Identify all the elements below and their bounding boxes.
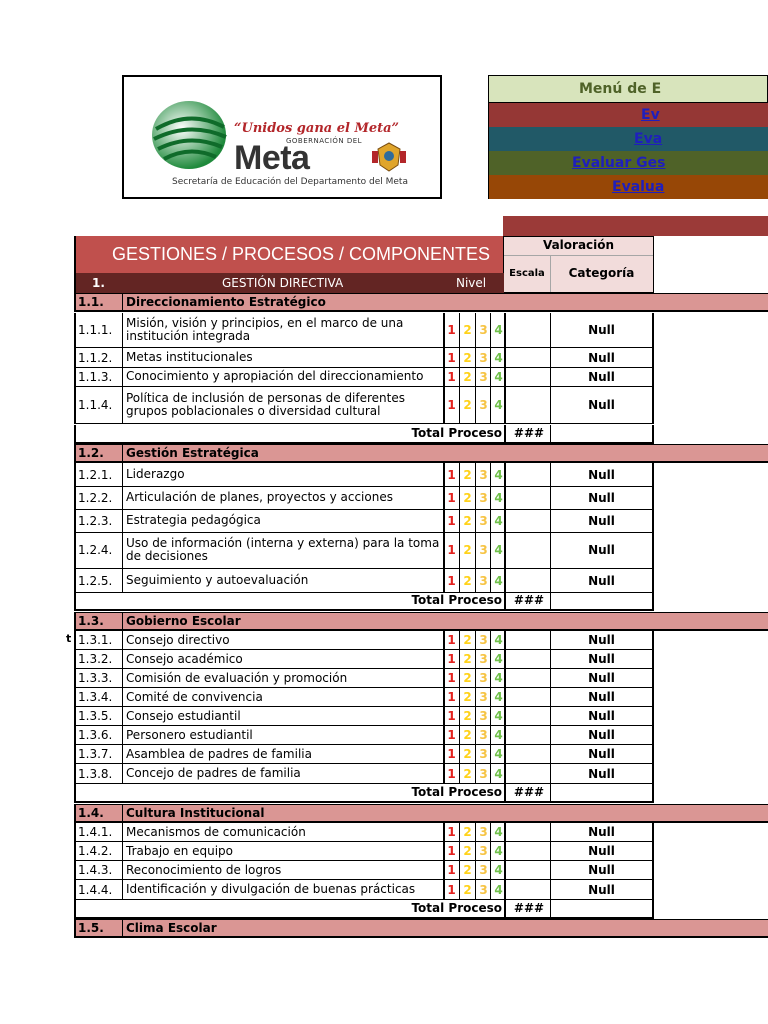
item-name: Conocimiento y apropiación del direccionamiento <box>126 369 424 383</box>
item-name: Reconocimiento de logros <box>126 862 282 877</box>
level-4-option[interactable]: 4 <box>494 728 503 742</box>
logo-meta: Meta <box>234 139 310 177</box>
cell-divider <box>122 387 123 423</box>
total-proceso-row <box>74 900 654 919</box>
gestion-header-row <box>74 273 504 293</box>
level-4-option[interactable]: 4 <box>494 323 503 337</box>
table-row <box>74 823 654 842</box>
cell-divider <box>122 669 123 687</box>
cell-divider <box>550 425 551 442</box>
level-1-option[interactable]: 1 <box>447 398 456 412</box>
item-name: Política de inclusión de personas de diferentes grupos poblacionales o diversidad cultural <box>126 391 405 418</box>
level-1-option[interactable]: 1 <box>447 882 456 897</box>
section-row <box>74 919 768 938</box>
table-row <box>74 688 654 707</box>
item-name: Liderazgo <box>126 467 185 481</box>
table-row <box>74 486 654 510</box>
level-3-option[interactable]: 3 <box>479 490 488 505</box>
item-name: Personero estudiantil <box>126 727 253 742</box>
cell-divider <box>122 726 123 744</box>
level-4-option[interactable]: 4 <box>494 490 503 505</box>
item-number: 1.2.1. <box>78 467 113 482</box>
item-name: Mecanismos de comunicación <box>126 824 306 839</box>
level-2-option[interactable]: 2 <box>463 863 472 877</box>
menu-title: Menú de E <box>488 75 768 103</box>
total-proceso-label: Total Proceso <box>411 593 502 607</box>
section-divider <box>122 613 123 629</box>
cell-divider <box>122 348 123 367</box>
item-name: Asamblea de padres de familia <box>126 746 312 761</box>
coat-of-arms-icon <box>370 141 408 173</box>
level-2-option[interactable]: 2 <box>463 369 472 384</box>
cell-divider <box>122 463 123 486</box>
level-3-option[interactable]: 3 <box>479 398 488 412</box>
item-name: Consejo estudiantil <box>126 708 241 723</box>
table-row <box>74 861 654 880</box>
cell-divider <box>550 900 551 917</box>
item-name: Uso de información (interna y externa) para la toma de decisiones <box>126 536 440 563</box>
menu-item-1[interactable]: Ev <box>488 103 768 127</box>
categoria-value: Null <box>588 728 615 742</box>
categoria-value: Null <box>588 467 615 482</box>
item-name: Seguimiento y autoevaluación <box>126 573 309 587</box>
item-number: 1.4.2. <box>78 844 113 858</box>
table-row <box>74 313 654 348</box>
nivel-label: Nivel <box>456 276 487 290</box>
section-row <box>74 612 768 631</box>
section-row <box>74 444 768 463</box>
item-number: 1.3.5. <box>78 709 113 723</box>
total-proceso-row <box>74 784 654 803</box>
item-name: Misión, visión y principios, en el marco de una institución integrada <box>126 316 404 343</box>
item-name: Comité de convivencia <box>126 689 263 704</box>
level-1-option[interactable]: 1 <box>447 728 456 742</box>
total-proceso-row <box>74 425 654 444</box>
item-number: 1.3.2. <box>78 652 113 666</box>
categoria-value: Null <box>588 652 615 666</box>
item-name: Metas institucionales <box>126 350 253 364</box>
categoria-value: Null <box>588 709 615 723</box>
categoria-label: Categoría <box>568 266 635 280</box>
categoria-value: Null <box>588 323 615 337</box>
level-4-option[interactable]: 4 <box>494 543 503 557</box>
level-3-option[interactable]: 3 <box>479 882 488 897</box>
level-1-option[interactable]: 1 <box>447 350 456 365</box>
table-row <box>74 387 654 424</box>
level-2-option[interactable]: 2 <box>463 728 472 742</box>
table-row <box>74 669 654 688</box>
item-name: Estrategia pedagógica <box>126 513 261 527</box>
level-3-option[interactable]: 3 <box>479 728 488 742</box>
table-row <box>74 509 654 533</box>
total-proceso-label: Total Proceso <box>411 785 502 799</box>
menu-item-3[interactable]: Evaluar Ges <box>488 151 768 175</box>
item-name: Comisión de evaluación y promoción <box>126 670 348 685</box>
level-1-option[interactable]: 1 <box>447 490 456 505</box>
table-row <box>74 367 654 387</box>
level-4-option[interactable]: 4 <box>494 747 503 761</box>
categoria-value: Null <box>588 633 615 647</box>
level-2-option[interactable]: 2 <box>463 882 472 897</box>
level-3-option[interactable]: 3 <box>479 513 488 528</box>
level-1-option[interactable]: 1 <box>447 369 456 384</box>
level-3-option[interactable]: 3 <box>479 766 488 781</box>
cell-divider <box>122 313 123 347</box>
swirl-logo-icon <box>150 99 228 171</box>
categoria-value: Null <box>588 543 615 557</box>
cell-divider <box>122 688 123 706</box>
cell-divider <box>550 592 551 609</box>
level-3-option[interactable]: 3 <box>479 573 488 588</box>
level-1-option[interactable]: 1 <box>447 690 456 704</box>
logo-panel <box>122 75 442 199</box>
section-name: Cultura Institucional <box>126 806 265 820</box>
section-name: Gestión Estratégica <box>126 446 259 460</box>
categoria-value: Null <box>588 747 615 761</box>
table-row <box>74 764 654 784</box>
categoria-value: Null <box>588 844 615 858</box>
section-divider <box>122 294 123 310</box>
level-3-option[interactable]: 3 <box>479 633 488 647</box>
cell-divider <box>122 745 123 763</box>
level-4-option[interactable]: 4 <box>494 825 503 839</box>
cell-divider <box>122 650 123 668</box>
item-number: 1.3.8. <box>78 766 113 781</box>
cell-divider <box>122 509 123 532</box>
gestion-label: GESTIÓN DIRECTIVA <box>222 276 344 290</box>
level-4-option[interactable]: 4 <box>494 369 503 384</box>
level-1-option[interactable]: 1 <box>447 825 456 839</box>
table-row <box>74 631 654 650</box>
level-1-option[interactable]: 1 <box>447 671 456 685</box>
level-2-option[interactable]: 2 <box>463 490 472 505</box>
level-1-option[interactable]: 1 <box>447 863 456 877</box>
level-3-option[interactable]: 3 <box>479 709 488 723</box>
item-number: 1.2.5. <box>78 573 113 588</box>
item-number: 1.1.2. <box>78 350 113 365</box>
level-1-option[interactable]: 1 <box>447 766 456 781</box>
table-row <box>74 726 654 745</box>
level-4-option[interactable]: 4 <box>494 513 503 528</box>
level-4-option[interactable]: 4 <box>494 709 503 723</box>
level-4-option[interactable]: 4 <box>494 863 503 877</box>
level-2-option[interactable]: 2 <box>463 467 472 482</box>
level-2-option[interactable]: 2 <box>463 513 472 528</box>
top-red-bar <box>503 216 768 236</box>
item-number: 1.2.4. <box>78 543 113 557</box>
level-4-option[interactable]: 4 <box>494 573 503 588</box>
level-2-option[interactable]: 2 <box>463 633 472 647</box>
level-1-option[interactable]: 1 <box>447 573 456 588</box>
level-2-option[interactable]: 2 <box>463 671 472 685</box>
level-2-option[interactable]: 2 <box>463 350 472 365</box>
level-4-option[interactable]: 4 <box>494 467 503 482</box>
level-1-option[interactable]: 1 <box>447 543 456 557</box>
categoria-value: Null <box>588 350 615 365</box>
level-1-option[interactable]: 1 <box>447 709 456 723</box>
section-number: 1.1. <box>78 295 104 309</box>
cell-divider <box>122 631 123 649</box>
item-number: 1.2.2. <box>78 490 113 505</box>
level-3-option[interactable]: 3 <box>479 467 488 482</box>
level-4-option[interactable]: 4 <box>494 652 503 666</box>
total-proceso-value: ### <box>504 784 552 801</box>
table-row <box>74 842 654 861</box>
item-number: 1.3.6. <box>78 728 113 742</box>
cell-divider <box>122 486 123 509</box>
item-name: Trabajo en equipo <box>126 843 234 858</box>
level-3-option[interactable]: 3 <box>479 844 488 858</box>
cell-divider <box>122 861 123 879</box>
table-row <box>74 650 654 669</box>
categoria-value: Null <box>588 398 615 412</box>
categoria-value: Null <box>588 863 615 877</box>
level-2-option[interactable]: 2 <box>463 766 472 781</box>
categoria-value: Null <box>588 825 615 839</box>
item-number: 1.1.1. <box>78 323 113 337</box>
level-2-option[interactable]: 2 <box>463 747 472 761</box>
level-4-option[interactable]: 4 <box>494 398 503 412</box>
table-row <box>74 745 654 764</box>
section-divider <box>122 805 123 821</box>
level-2-option[interactable]: 2 <box>463 652 472 666</box>
level-4-option[interactable]: 4 <box>494 350 503 365</box>
table-row <box>74 532 654 569</box>
item-name: Concejo de padres de familia <box>126 766 301 780</box>
section-name: Direccionamiento Estratégico <box>126 295 326 309</box>
item-number: 1.3.7. <box>78 747 113 761</box>
section-divider <box>122 445 123 461</box>
categoria-value: Null <box>588 766 615 781</box>
gestion-number: 1. <box>92 276 105 290</box>
level-4-option[interactable]: 4 <box>494 766 503 781</box>
item-number: 1.4.3. <box>78 863 113 877</box>
total-proceso-label: Total Proceso <box>411 901 502 915</box>
level-2-option[interactable]: 2 <box>463 844 472 858</box>
categoria-value: Null <box>588 882 615 897</box>
section-name: Clima Escolar <box>126 921 217 935</box>
table-row <box>74 569 654 593</box>
item-number: 1.3.1. <box>78 633 113 647</box>
level-4-option[interactable]: 4 <box>494 882 503 897</box>
categoria-value: Null <box>588 690 615 704</box>
level-2-option[interactable]: 2 <box>463 573 472 588</box>
level-2-option[interactable]: 2 <box>463 398 472 412</box>
item-number: 1.4.4. <box>78 882 113 897</box>
valoracion-label: Valoración <box>504 237 653 256</box>
cell-divider <box>122 764 123 783</box>
level-2-option[interactable]: 2 <box>463 543 472 557</box>
item-number: 1.2.3. <box>78 513 113 528</box>
level-4-option[interactable]: 4 <box>494 844 503 858</box>
escala-label: Escala <box>504 255 551 292</box>
total-proceso-label: Total Proceso <box>411 426 502 440</box>
item-name: Consejo académico <box>126 651 243 666</box>
table-row <box>74 880 654 900</box>
level-1-option[interactable]: 1 <box>447 844 456 858</box>
table-row <box>74 348 654 368</box>
total-proceso-value: ### <box>504 425 552 442</box>
section-name: Gobierno Escolar <box>126 614 241 628</box>
level-3-option[interactable]: 3 <box>479 543 488 557</box>
total-proceso-value: ### <box>504 900 552 917</box>
total-proceso-row <box>74 592 654 611</box>
level-3-option[interactable]: 3 <box>479 747 488 761</box>
categoria-value: Null <box>588 490 615 505</box>
logo-secretaria: Secretaría de Educación del Departamento del Meta <box>172 177 408 187</box>
item-number: 1.1.3. <box>78 369 113 384</box>
section-row <box>74 293 768 312</box>
page-title: GESTIONES / PROCESOS / COMPONENTES <box>74 236 504 273</box>
categoria-value: Null <box>588 573 615 588</box>
cell-divider <box>122 367 123 386</box>
item-number: 1.4.1. <box>78 825 113 839</box>
cell-divider <box>550 784 551 801</box>
item-name: Consejo directivo <box>126 632 230 647</box>
cell-divider <box>122 532 123 568</box>
section-number: 1.5. <box>78 921 104 935</box>
level-4-option[interactable]: 4 <box>494 671 503 685</box>
logo-gobernacion: GOBERNACIÓN DEL <box>286 137 363 145</box>
cell-divider <box>122 569 123 592</box>
item-number: 1.3.4. <box>78 690 113 704</box>
level-1-option[interactable]: 1 <box>447 323 456 337</box>
valoracion-header <box>503 236 654 293</box>
level-1-option[interactable]: 1 <box>447 633 456 647</box>
level-3-option[interactable]: 3 <box>479 369 488 384</box>
cell-divider <box>122 823 123 841</box>
level-2-option[interactable]: 2 <box>463 690 472 704</box>
level-3-option[interactable]: 3 <box>479 350 488 365</box>
stray-cell-text: t <box>66 632 72 645</box>
level-1-option[interactable]: 1 <box>447 513 456 528</box>
cell-divider <box>122 842 123 860</box>
categoria-value: Null <box>588 369 615 384</box>
table-row <box>74 707 654 726</box>
section-divider <box>122 920 123 936</box>
cell-divider <box>122 880 123 899</box>
level-3-option[interactable]: 3 <box>479 690 488 704</box>
cell-divider <box>122 707 123 725</box>
level-3-option[interactable]: 3 <box>479 863 488 877</box>
section-row <box>74 804 768 823</box>
section-number: 1.4. <box>78 806 104 820</box>
categoria-value: Null <box>588 671 615 685</box>
level-2-option[interactable]: 2 <box>463 323 472 337</box>
total-proceso-value: ### <box>504 592 552 609</box>
section-number: 1.2. <box>78 446 104 460</box>
item-name: Articulación de planes, proyectos y acciones <box>126 490 393 504</box>
level-2-option[interactable]: 2 <box>463 709 472 723</box>
item-name: Identificación y divulgación de buenas prácticas <box>126 882 416 896</box>
item-number: 1.1.4. <box>78 398 113 412</box>
level-1-option[interactable]: 1 <box>447 467 456 482</box>
categoria-value: Null <box>588 513 615 528</box>
logo-slogan: “Unidos gana el Meta” <box>234 121 400 136</box>
level-2-option[interactable]: 2 <box>463 825 472 839</box>
item-number: 1.3.3. <box>78 671 113 685</box>
level-3-option[interactable]: 3 <box>479 825 488 839</box>
level-3-option[interactable]: 3 <box>479 671 488 685</box>
level-3-option[interactable]: 3 <box>479 323 488 337</box>
level-1-option[interactable]: 1 <box>447 652 456 666</box>
menu-item-2[interactable]: Eva <box>488 127 768 151</box>
level-1-option[interactable]: 1 <box>447 747 456 761</box>
table-row <box>74 463 654 487</box>
level-3-option[interactable]: 3 <box>479 652 488 666</box>
section-number: 1.3. <box>78 614 104 628</box>
level-4-option[interactable]: 4 <box>494 633 503 647</box>
level-4-option[interactable]: 4 <box>494 690 503 704</box>
menu-item-4[interactable]: Evalua <box>488 175 768 199</box>
evaluation-menu <box>488 75 768 199</box>
